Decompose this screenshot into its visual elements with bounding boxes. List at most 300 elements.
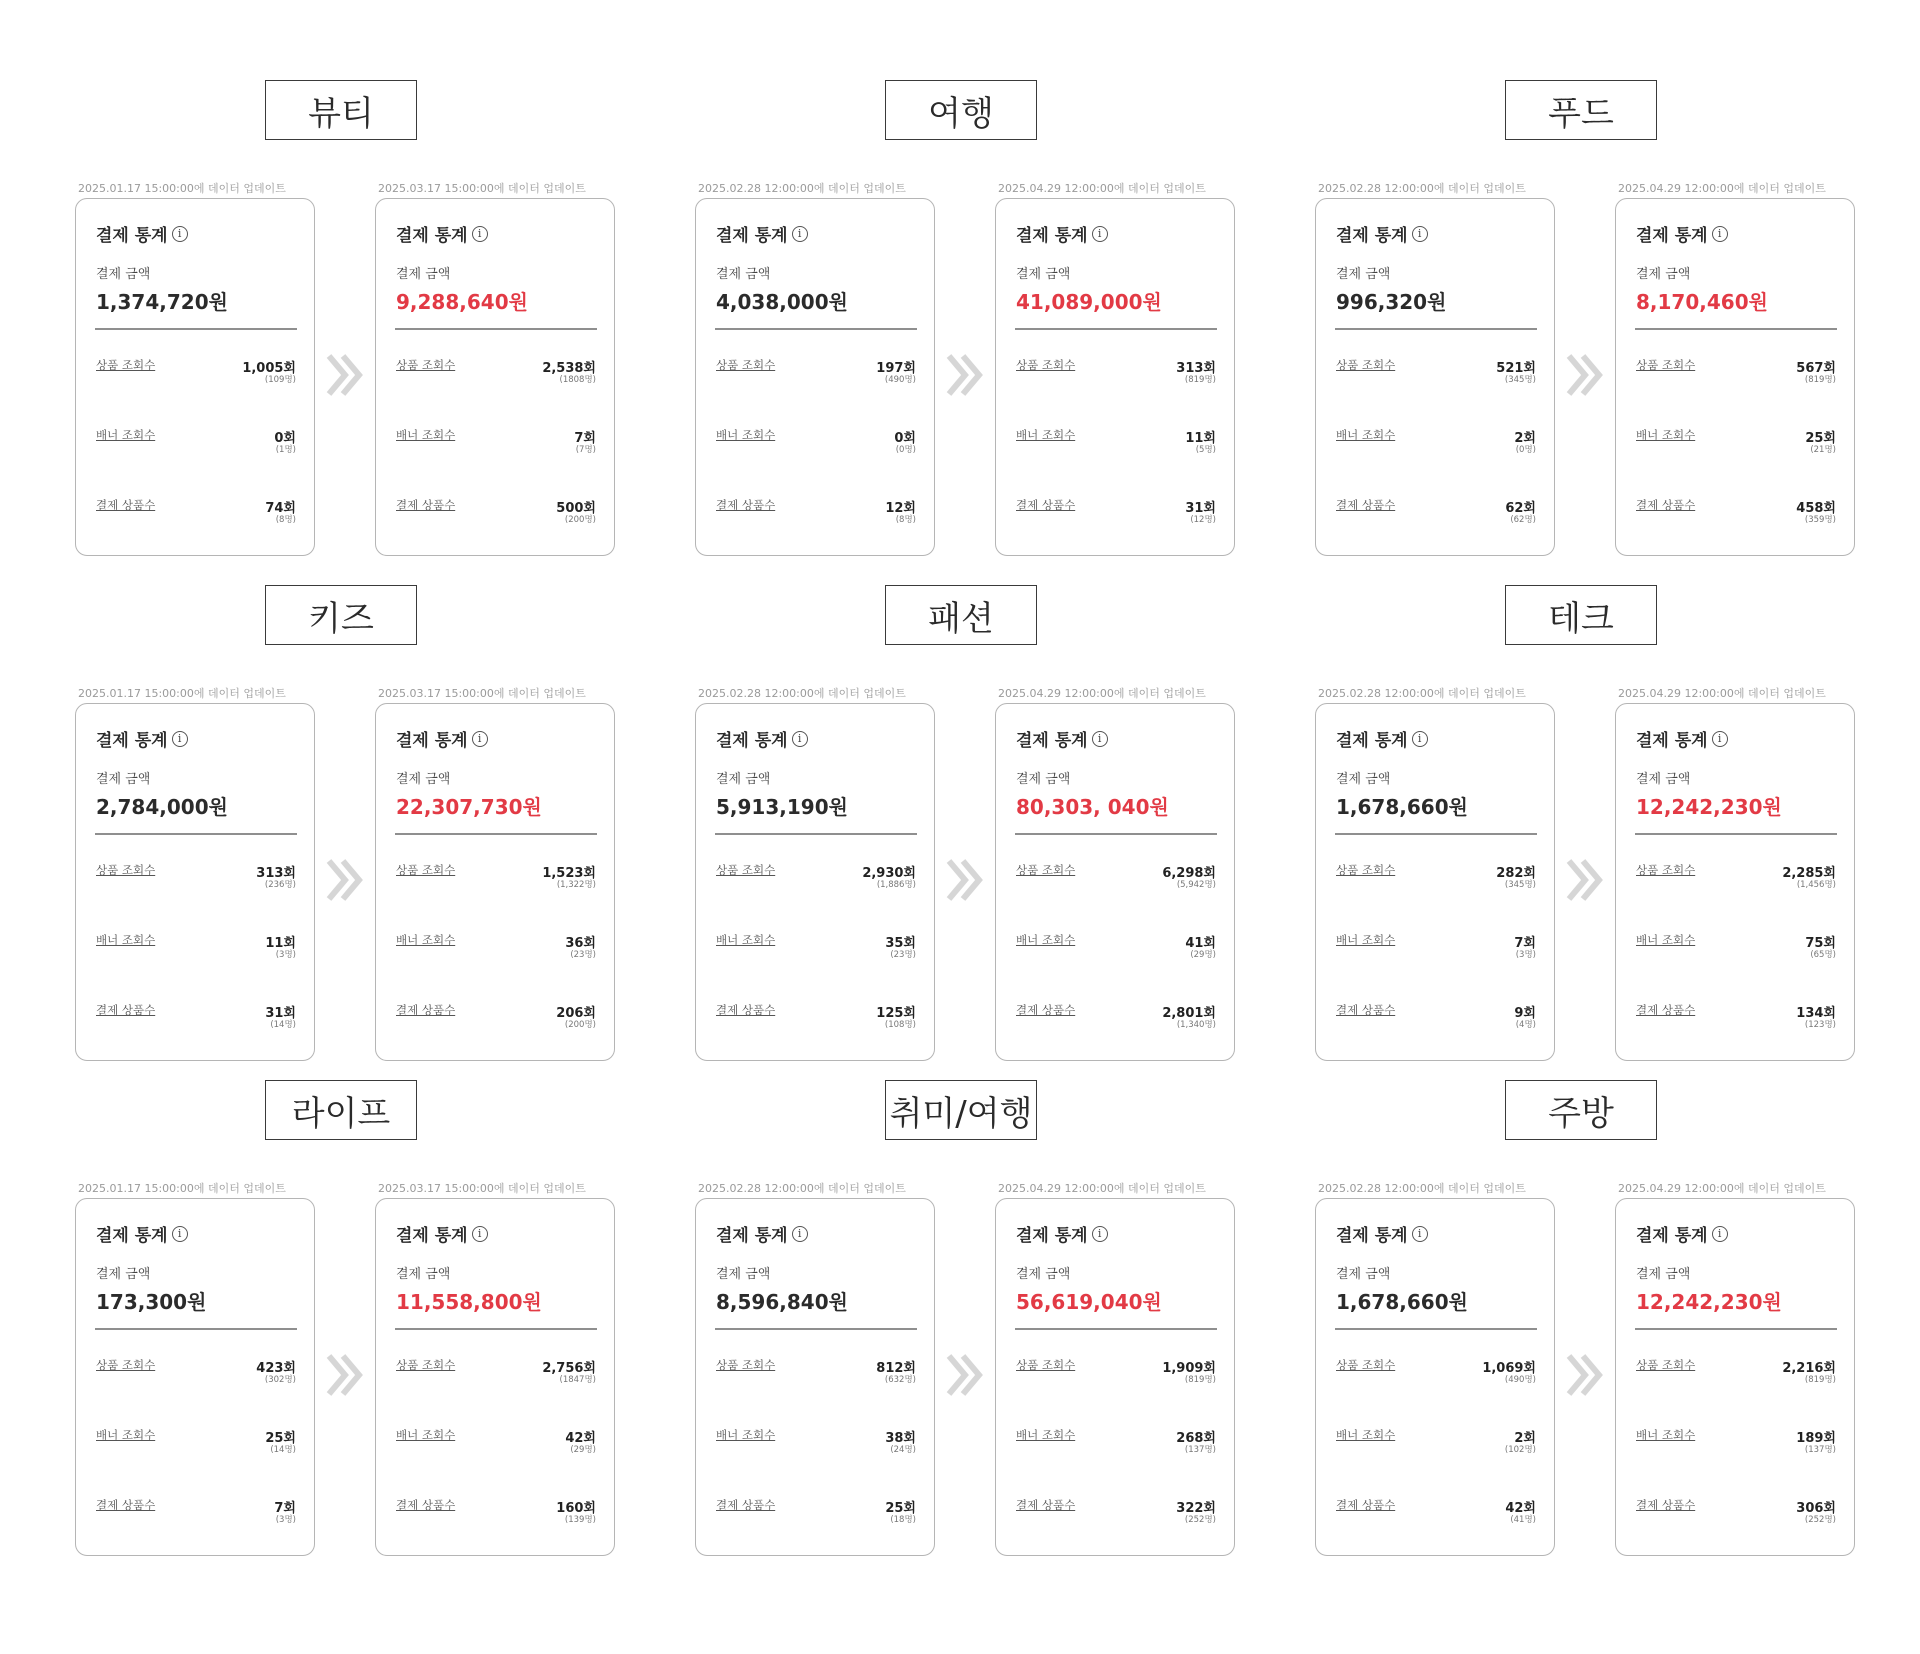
payment-stats-card [375, 1198, 615, 1556]
stat-user-count: (139명) [564, 1515, 596, 1525]
payment-stats-card [75, 1198, 315, 1556]
card-title: 결제 통계 [396, 731, 468, 751]
category-title: 주방 [1505, 1080, 1657, 1140]
amount-label: 결제 금액 [1016, 267, 1071, 282]
divider [395, 833, 597, 835]
stat-count: 9회 [1514, 1006, 1536, 1021]
stat-count: 6,298회 [1162, 866, 1216, 881]
stat-label-paid-items[interactable]: 결제 상품수 [1016, 498, 1076, 512]
stat-count: 567회 [1796, 361, 1836, 376]
stat-user-count: (252명) [1184, 1515, 1216, 1525]
stat-user-count: (3명) [1515, 950, 1536, 960]
stat-label-product-views[interactable]: 상품 조회수 [96, 1358, 156, 1372]
info-icon[interactable]: i [1712, 226, 1728, 242]
stat-count: 2,756회 [542, 1361, 596, 1376]
stat-user-count: (819명) [1804, 1375, 1836, 1385]
card-title-row [96, 726, 188, 751]
divider [715, 833, 917, 835]
stat-label-paid-items[interactable]: 결제 상품수 [96, 1498, 156, 1512]
payment-stats-card [1315, 198, 1555, 556]
amount-label: 결제 금액 [96, 1267, 151, 1282]
stat-user-count: (29명) [570, 1445, 596, 1455]
update-timestamp: 2025.02.28 12:00:00에 데이터 업데이트 [1318, 182, 1526, 195]
amount-label: 결제 금액 [396, 1267, 451, 1282]
stat-label-banner-views[interactable]: 배너 조회수 [96, 933, 156, 947]
payment-stats-card [375, 703, 615, 1061]
stat-label-product-views[interactable]: 상품 조회수 [396, 358, 456, 372]
amount-label: 결제 금액 [396, 772, 451, 787]
info-icon[interactable]: i [792, 731, 808, 747]
stat-label-banner-views[interactable]: 배너 조회수 [716, 428, 776, 442]
card-title-row [1636, 726, 1728, 751]
stat-label-product-views[interactable]: 상품 조회수 [716, 358, 776, 372]
update-timestamp: 2025.02.28 12:00:00에 데이터 업데이트 [698, 182, 906, 195]
divider [1335, 833, 1537, 835]
stat-label-paid-items[interactable]: 결제 상품수 [396, 1003, 456, 1017]
divider [95, 328, 297, 330]
divider [1015, 1328, 1217, 1330]
stat-count: 521회 [1496, 361, 1536, 376]
card-title: 결제 통계 [396, 1226, 468, 1246]
update-timestamp: 2025.01.17 15:00:00에 데이터 업데이트 [78, 182, 286, 195]
card-title: 결제 통계 [1016, 1226, 1088, 1246]
stat-count: 2,216회 [1782, 1361, 1836, 1376]
stat-label-banner-views[interactable]: 배너 조회수 [1336, 1428, 1396, 1442]
stat-user-count: (3명) [275, 950, 296, 960]
stat-count: 160회 [556, 1501, 596, 1516]
stat-count: 1,523회 [542, 866, 596, 881]
stat-label-product-views[interactable]: 상품 조회수 [1636, 358, 1696, 372]
info-icon[interactable]: i [792, 226, 808, 242]
stat-count: 268회 [1176, 1431, 1216, 1446]
payment-stats-card [1315, 1198, 1555, 1556]
stat-count: 282회 [1496, 866, 1536, 881]
double-chevron-right-icon [1565, 352, 1607, 398]
divider [95, 833, 297, 835]
stat-user-count: (21명) [1810, 445, 1836, 455]
divider [395, 1328, 597, 1330]
stat-label-paid-items[interactable]: 결제 상품수 [716, 1003, 776, 1017]
stat-user-count: (109명) [264, 375, 296, 385]
amount-value: 9,288,640원 [396, 290, 528, 314]
stat-count: 2회 [1514, 1431, 1536, 1446]
stat-label-banner-views[interactable]: 배너 조회수 [1016, 428, 1076, 442]
stat-user-count: (1,456명) [1796, 880, 1836, 890]
stat-label-paid-items[interactable]: 결제 상품수 [716, 498, 776, 512]
stat-count: 2,285회 [1782, 866, 1836, 881]
stat-label-product-views[interactable]: 상품 조회수 [1336, 1358, 1396, 1372]
stat-label-paid-items[interactable]: 결제 상품수 [96, 498, 156, 512]
divider [95, 1328, 297, 1330]
amount-value: 80,303, 040원 [1016, 795, 1169, 819]
divider [1335, 328, 1537, 330]
category-title: 라이프 [265, 1080, 417, 1140]
payment-stats-card [1315, 703, 1555, 1061]
stat-user-count: (0명) [1515, 445, 1536, 455]
stat-user-count: (1808명) [559, 375, 596, 385]
stat-label-product-views[interactable]: 상품 조회수 [716, 863, 776, 877]
stat-label-paid-items[interactable]: 결제 상품수 [1336, 1498, 1396, 1512]
card-title-row [1016, 726, 1108, 751]
divider [715, 328, 917, 330]
stat-count: 11회 [265, 936, 296, 951]
amount-value: 22,307,730원 [396, 795, 542, 819]
amount-value: 56,619,040원 [1016, 1290, 1162, 1314]
info-icon[interactable]: i [1712, 731, 1728, 747]
info-icon[interactable]: i [172, 1226, 188, 1242]
update-timestamp: 2025.04.29 12:00:00에 데이터 업데이트 [1618, 687, 1826, 700]
stat-count: 41회 [1185, 936, 1216, 951]
card-title-row [716, 1221, 808, 1246]
info-icon[interactable]: i [1092, 1226, 1108, 1242]
amount-value: 4,038,000원 [716, 290, 848, 314]
stat-label-product-views[interactable]: 상품 조회수 [396, 863, 456, 877]
update-timestamp: 2025.03.17 15:00:00에 데이터 업데이트 [378, 687, 586, 700]
stat-label-banner-views[interactable]: 배너 조회수 [716, 1428, 776, 1442]
amount-value: 2,784,000원 [96, 795, 228, 819]
stat-count: 12회 [885, 501, 916, 516]
update-timestamp: 2025.03.17 15:00:00에 데이터 업데이트 [378, 182, 586, 195]
stat-user-count: (345명) [1504, 880, 1536, 890]
divider [1335, 1328, 1537, 1330]
amount-value: 12,242,230원 [1636, 795, 1782, 819]
stat-count: 206회 [556, 1006, 596, 1021]
stat-count: 2,801회 [1162, 1006, 1216, 1021]
amount-label: 결제 금액 [96, 267, 151, 282]
stat-user-count: (23명) [570, 950, 596, 960]
stat-user-count: (4명) [1515, 1020, 1536, 1030]
update-timestamp: 2025.03.17 15:00:00에 데이터 업데이트 [378, 1182, 586, 1195]
stat-label-paid-items[interactable]: 결제 상품수 [1336, 498, 1396, 512]
stat-count: 74회 [265, 501, 296, 516]
card-title-row [96, 1221, 188, 1246]
stat-count: 812회 [876, 1361, 916, 1376]
stat-user-count: (14명) [270, 1020, 296, 1030]
card-title-row [716, 221, 808, 246]
double-chevron-right-icon [945, 352, 987, 398]
category-title: 패션 [885, 585, 1037, 645]
stat-label-product-views[interactable]: 상품 조회수 [96, 863, 156, 877]
stat-label-paid-items[interactable]: 결제 상품수 [1636, 1003, 1696, 1017]
amount-label: 결제 금액 [1336, 772, 1391, 787]
stat-label-paid-items[interactable]: 결제 상품수 [716, 1498, 776, 1512]
amount-value: 11,558,800원 [396, 1290, 542, 1314]
stat-label-banner-views[interactable]: 배너 조회수 [396, 1428, 456, 1442]
card-title-row [716, 726, 808, 751]
payment-stats-card [995, 198, 1235, 556]
amount-label: 결제 금액 [1016, 772, 1071, 787]
stat-count: 1,909회 [1162, 1361, 1216, 1376]
stat-count: 306회 [1796, 1501, 1836, 1516]
stat-user-count: (137명) [1184, 1445, 1216, 1455]
stat-user-count: (123명) [1804, 1020, 1836, 1030]
stat-label-paid-items[interactable]: 결제 상품수 [1636, 1498, 1696, 1512]
stat-count: 2,538회 [542, 361, 596, 376]
stat-count: 25회 [265, 1431, 296, 1446]
info-icon[interactable]: i [472, 731, 488, 747]
divider [1015, 833, 1217, 835]
stat-user-count: (65명) [1810, 950, 1836, 960]
amount-label: 결제 금액 [1636, 267, 1691, 282]
stat-label-paid-items[interactable]: 결제 상품수 [396, 1498, 456, 1512]
update-timestamp: 2025.01.17 15:00:00에 데이터 업데이트 [78, 687, 286, 700]
stat-user-count: (14명) [270, 1445, 296, 1455]
stat-user-count: (252명) [1804, 1515, 1836, 1525]
card-title-row [96, 221, 188, 246]
payment-stats-card [1615, 198, 1855, 556]
stat-count: 7회 [574, 431, 596, 446]
stat-user-count: (29명) [1190, 950, 1216, 960]
stat-user-count: (490명) [884, 375, 916, 385]
stat-user-count: (102명) [1504, 1445, 1536, 1455]
category-title: 테크 [1505, 585, 1657, 645]
amount-value: 1,678,660원 [1336, 1290, 1468, 1314]
payment-stats-card [375, 198, 615, 556]
amount-label: 결제 금액 [1336, 267, 1391, 282]
stat-label-product-views[interactable]: 상품 조회수 [1016, 358, 1076, 372]
stat-label-banner-views[interactable]: 배너 조회수 [1636, 428, 1696, 442]
stat-count: 2회 [1514, 431, 1536, 446]
stat-user-count: (8명) [275, 515, 296, 525]
stat-count: 25회 [1805, 431, 1836, 446]
stat-user-count: (18명) [890, 1515, 916, 1525]
update-timestamp: 2025.02.28 12:00:00에 데이터 업데이트 [1318, 687, 1526, 700]
stat-user-count: (7명) [575, 445, 596, 455]
stat-count: 42회 [565, 1431, 596, 1446]
info-icon[interactable]: i [1092, 731, 1108, 747]
divider [1635, 833, 1837, 835]
stat-user-count: (1명) [275, 445, 296, 455]
stat-label-paid-items[interactable]: 결제 상품수 [1016, 1498, 1076, 1512]
stat-user-count: (819명) [1804, 375, 1836, 385]
stat-label-product-views[interactable]: 상품 조회수 [1016, 1358, 1076, 1372]
payment-stats-card [995, 1198, 1235, 1556]
card-title: 결제 통계 [1336, 226, 1408, 246]
stat-user-count: (5,942명) [1176, 880, 1216, 890]
card-title: 결제 통계 [1336, 1226, 1408, 1246]
stat-count: 35회 [885, 936, 916, 951]
stat-count: 36회 [565, 936, 596, 951]
amount-label: 결제 금액 [396, 267, 451, 282]
stat-label-banner-views[interactable]: 배너 조회수 [1636, 933, 1696, 947]
stat-label-product-views[interactable]: 상품 조회수 [396, 1358, 456, 1372]
payment-stats-card [995, 703, 1235, 1061]
stat-user-count: (23명) [890, 950, 916, 960]
info-icon[interactable]: i [792, 1226, 808, 1242]
stat-label-product-views[interactable]: 상품 조회수 [716, 1358, 776, 1372]
info-icon[interactable]: i [1712, 1226, 1728, 1242]
card-title: 결제 통계 [96, 226, 168, 246]
stat-user-count: (3명) [275, 1515, 296, 1525]
category-title: 여행 [885, 80, 1037, 140]
stat-count: 322회 [1176, 1501, 1216, 1516]
info-icon[interactable]: i [472, 1226, 488, 1242]
info-icon[interactable]: i [172, 731, 188, 747]
stat-label-banner-views[interactable]: 배너 조회수 [1636, 1428, 1696, 1442]
amount-value: 41,089,000원 [1016, 290, 1162, 314]
divider [715, 1328, 917, 1330]
amount-value: 8,596,840원 [716, 1290, 848, 1314]
amount-value: 8,170,460원 [1636, 290, 1768, 314]
divider [1635, 1328, 1837, 1330]
stat-count: 189회 [1796, 1431, 1836, 1446]
update-timestamp: 2025.04.29 12:00:00에 데이터 업데이트 [998, 687, 1206, 700]
divider [1015, 328, 1217, 330]
stat-count: 0회 [274, 431, 296, 446]
card-title: 결제 통계 [716, 1226, 788, 1246]
stat-label-banner-views[interactable]: 배너 조회수 [1336, 933, 1396, 947]
amount-label: 결제 금액 [1636, 772, 1691, 787]
card-title-row [1016, 221, 1108, 246]
update-timestamp: 2025.01.17 15:00:00에 데이터 업데이트 [78, 1182, 286, 1195]
stat-label-paid-items[interactable]: 결제 상품수 [1636, 498, 1696, 512]
amount-label: 결제 금액 [96, 772, 151, 787]
stat-user-count: (819명) [1184, 375, 1216, 385]
stat-user-count: (359명) [1804, 515, 1836, 525]
amount-label: 결제 금액 [716, 772, 771, 787]
amount-label: 결제 금액 [716, 267, 771, 282]
stat-label-banner-views[interactable]: 배너 조회수 [96, 1428, 156, 1442]
stat-count: 62회 [1505, 501, 1536, 516]
payment-stats-card [695, 1198, 935, 1556]
stat-label-product-views[interactable]: 상품 조회수 [1336, 358, 1396, 372]
stat-user-count: (200명) [564, 515, 596, 525]
stat-label-banner-views[interactable]: 배너 조회수 [1016, 1428, 1076, 1442]
stat-user-count: (632명) [884, 1375, 916, 1385]
card-title: 결제 통계 [716, 731, 788, 751]
amount-value: 996,320원 [1336, 290, 1447, 314]
card-title-row [1336, 1221, 1428, 1246]
card-title: 결제 통계 [1336, 731, 1408, 751]
stat-user-count: (108명) [884, 1020, 916, 1030]
card-title-row [396, 726, 488, 751]
card-title: 결제 통계 [1016, 226, 1088, 246]
divider [1635, 328, 1837, 330]
double-chevron-right-icon [325, 857, 367, 903]
info-icon[interactable]: i [172, 226, 188, 242]
stat-count: 7회 [274, 1501, 296, 1516]
stat-count: 38회 [885, 1431, 916, 1446]
stat-label-product-views[interactable]: 상품 조회수 [1636, 863, 1696, 877]
update-timestamp: 2025.04.29 12:00:00에 데이터 업데이트 [998, 1182, 1206, 1195]
stat-user-count: (12명) [1190, 515, 1216, 525]
stat-label-paid-items[interactable]: 결제 상품수 [96, 1003, 156, 1017]
stat-count: 458회 [1796, 501, 1836, 516]
stat-label-banner-views[interactable]: 배너 조회수 [396, 933, 456, 947]
stat-label-banner-views[interactable]: 배너 조회수 [1336, 428, 1396, 442]
stat-user-count: (1,322명) [556, 880, 596, 890]
payment-stats-card [695, 198, 935, 556]
stat-count: 134회 [1796, 1006, 1836, 1021]
update-timestamp: 2025.02.28 12:00:00에 데이터 업데이트 [698, 1182, 906, 1195]
card-title-row [396, 1221, 488, 1246]
info-icon[interactable]: i [1412, 731, 1428, 747]
double-chevron-right-icon [1565, 857, 1607, 903]
stat-count: 500회 [556, 501, 596, 516]
stat-label-paid-items[interactable]: 결제 상품수 [1016, 1003, 1076, 1017]
stat-label-banner-views[interactable]: 배너 조회수 [1016, 933, 1076, 947]
stat-user-count: (819명) [1184, 1375, 1216, 1385]
stat-count: 1,069회 [1482, 1361, 1536, 1376]
stat-count: 2,930회 [862, 866, 916, 881]
stat-label-product-views[interactable]: 상품 조회수 [1336, 863, 1396, 877]
stat-label-product-views[interactable]: 상품 조회수 [96, 358, 156, 372]
stat-count: 423회 [256, 1361, 296, 1376]
stat-user-count: (200명) [564, 1020, 596, 1030]
stat-label-paid-items[interactable]: 결제 상품수 [396, 498, 456, 512]
card-title: 결제 통계 [1636, 226, 1708, 246]
info-icon[interactable]: i [1412, 226, 1428, 242]
card-title-row [1336, 221, 1428, 246]
double-chevron-right-icon [1565, 1352, 1607, 1398]
stat-user-count: (0명) [895, 445, 916, 455]
stat-count: 1,005회 [242, 361, 296, 376]
stat-user-count: (345명) [1504, 375, 1536, 385]
stat-count: 0회 [894, 431, 916, 446]
stat-user-count: (62명) [1510, 515, 1536, 525]
card-title-row [1636, 221, 1728, 246]
card-title-row [1336, 726, 1428, 751]
amount-value: 12,242,230원 [1636, 1290, 1782, 1314]
double-chevron-right-icon [325, 352, 367, 398]
amount-label: 결제 금액 [1636, 1267, 1691, 1282]
update-timestamp: 2025.04.29 12:00:00에 데이터 업데이트 [1618, 182, 1826, 195]
stat-count: 25회 [885, 1501, 916, 1516]
stat-user-count: (24명) [890, 1445, 916, 1455]
amount-label: 결제 금액 [1336, 1267, 1391, 1282]
info-icon[interactable]: i [1092, 226, 1108, 242]
category-title: 뷰티 [265, 80, 417, 140]
stat-label-banner-views[interactable]: 배너 조회수 [96, 428, 156, 442]
card-title: 결제 통계 [396, 226, 468, 246]
stat-count: 7회 [1514, 936, 1536, 951]
payment-stats-card [1615, 1198, 1855, 1556]
payment-stats-card [75, 703, 315, 1061]
stat-label-product-views[interactable]: 상품 조회수 [1636, 1358, 1696, 1372]
stat-label-banner-views[interactable]: 배너 조회수 [396, 428, 456, 442]
card-title: 결제 통계 [716, 226, 788, 246]
stat-user-count: (137명) [1804, 1445, 1836, 1455]
category-title: 푸드 [1505, 80, 1657, 140]
amount-value: 1,374,720원 [96, 290, 228, 314]
amount-label: 결제 금액 [1016, 1267, 1071, 1282]
card-title: 결제 통계 [1636, 731, 1708, 751]
category-title: 키즈 [265, 585, 417, 645]
stat-count: 42회 [1505, 1501, 1536, 1516]
stat-label-banner-views[interactable]: 배너 조회수 [716, 933, 776, 947]
stat-count: 125회 [876, 1006, 916, 1021]
stat-user-count: (41명) [1510, 1515, 1536, 1525]
double-chevron-right-icon [945, 1352, 987, 1398]
category-title: 취미/여행 [885, 1080, 1037, 1140]
stat-user-count: (490명) [1504, 1375, 1536, 1385]
card-title: 결제 통계 [1016, 731, 1088, 751]
card-title: 결제 통계 [96, 731, 168, 751]
stat-label-product-views[interactable]: 상품 조회수 [1016, 863, 1076, 877]
payment-stats-card [695, 703, 935, 1061]
card-title: 결제 통계 [1636, 1226, 1708, 1246]
amount-value: 5,913,190원 [716, 795, 848, 819]
card-title-row [1016, 1221, 1108, 1246]
stat-count: 75회 [1805, 936, 1836, 951]
stat-count: 313회 [256, 866, 296, 881]
info-icon[interactable]: i [472, 226, 488, 242]
double-chevron-right-icon [945, 857, 987, 903]
stat-user-count: (1847명) [559, 1375, 596, 1385]
card-title-row [396, 221, 488, 246]
info-icon[interactable]: i [1412, 1226, 1428, 1242]
stat-label-paid-items[interactable]: 결제 상품수 [1336, 1003, 1396, 1017]
